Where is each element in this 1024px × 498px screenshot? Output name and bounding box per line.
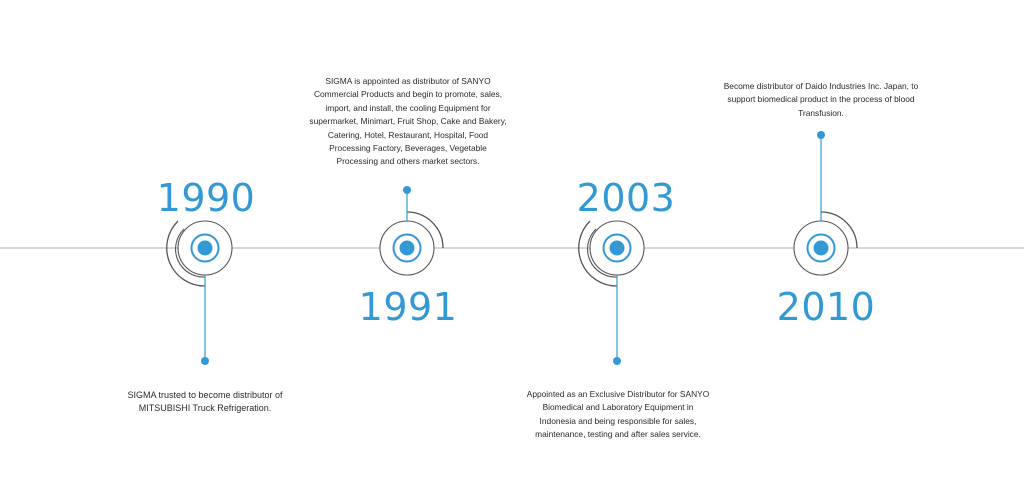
year-label-1990: 1990 — [156, 176, 256, 220]
connector-dot-1991 — [403, 186, 411, 194]
connector-dot-2003 — [613, 357, 621, 365]
connector-dot-2010 — [817, 131, 825, 139]
year-label-2003: 2003 — [576, 176, 676, 220]
year-label-2010: 2010 — [776, 285, 876, 329]
milestone-node-1990 — [167, 221, 232, 365]
milestone-text-2010: Become distributor of Daido Industries Inc. Japan, to support biomedical product in the process of blood Transfusion. — [723, 81, 919, 118]
milestone-node-2003 — [579, 221, 644, 365]
milestone-node-1991 — [380, 186, 443, 275]
year-label-1991: 1991 — [358, 285, 458, 329]
milestone-text-2003: Appointed as an Exclusive Distributor for SANYO Biomedical and Laboratory Equipment in Indonesia and being responsible for sales, maintenance, testing and after sales service. — [526, 389, 710, 440]
node-dot-1991 — [400, 241, 415, 256]
milestone-node-2010 — [794, 131, 857, 275]
milestone-text-1990: SIGMA trusted to become distributor of MITSUBISHI Truck Refrigeration. — [127, 390, 283, 414]
node-dot-2003 — [610, 241, 625, 256]
node-dot-2010 — [814, 241, 829, 256]
connector-dot-1990 — [201, 357, 209, 365]
milestone-text-1991: SIGMA is appointed as distributor of SANYO Commercial Products and begin to promote, sales, import, and install, the cooling Equipment for supermarket, Minimart, Fruit Shop, Cake and Bakery, Catering, Hotel, Restaurant, Hospital, Food Processing Factory, Beverages, Vegetable Processing and others market sectors. — [309, 76, 507, 167]
node-dot-1990 — [198, 241, 213, 256]
